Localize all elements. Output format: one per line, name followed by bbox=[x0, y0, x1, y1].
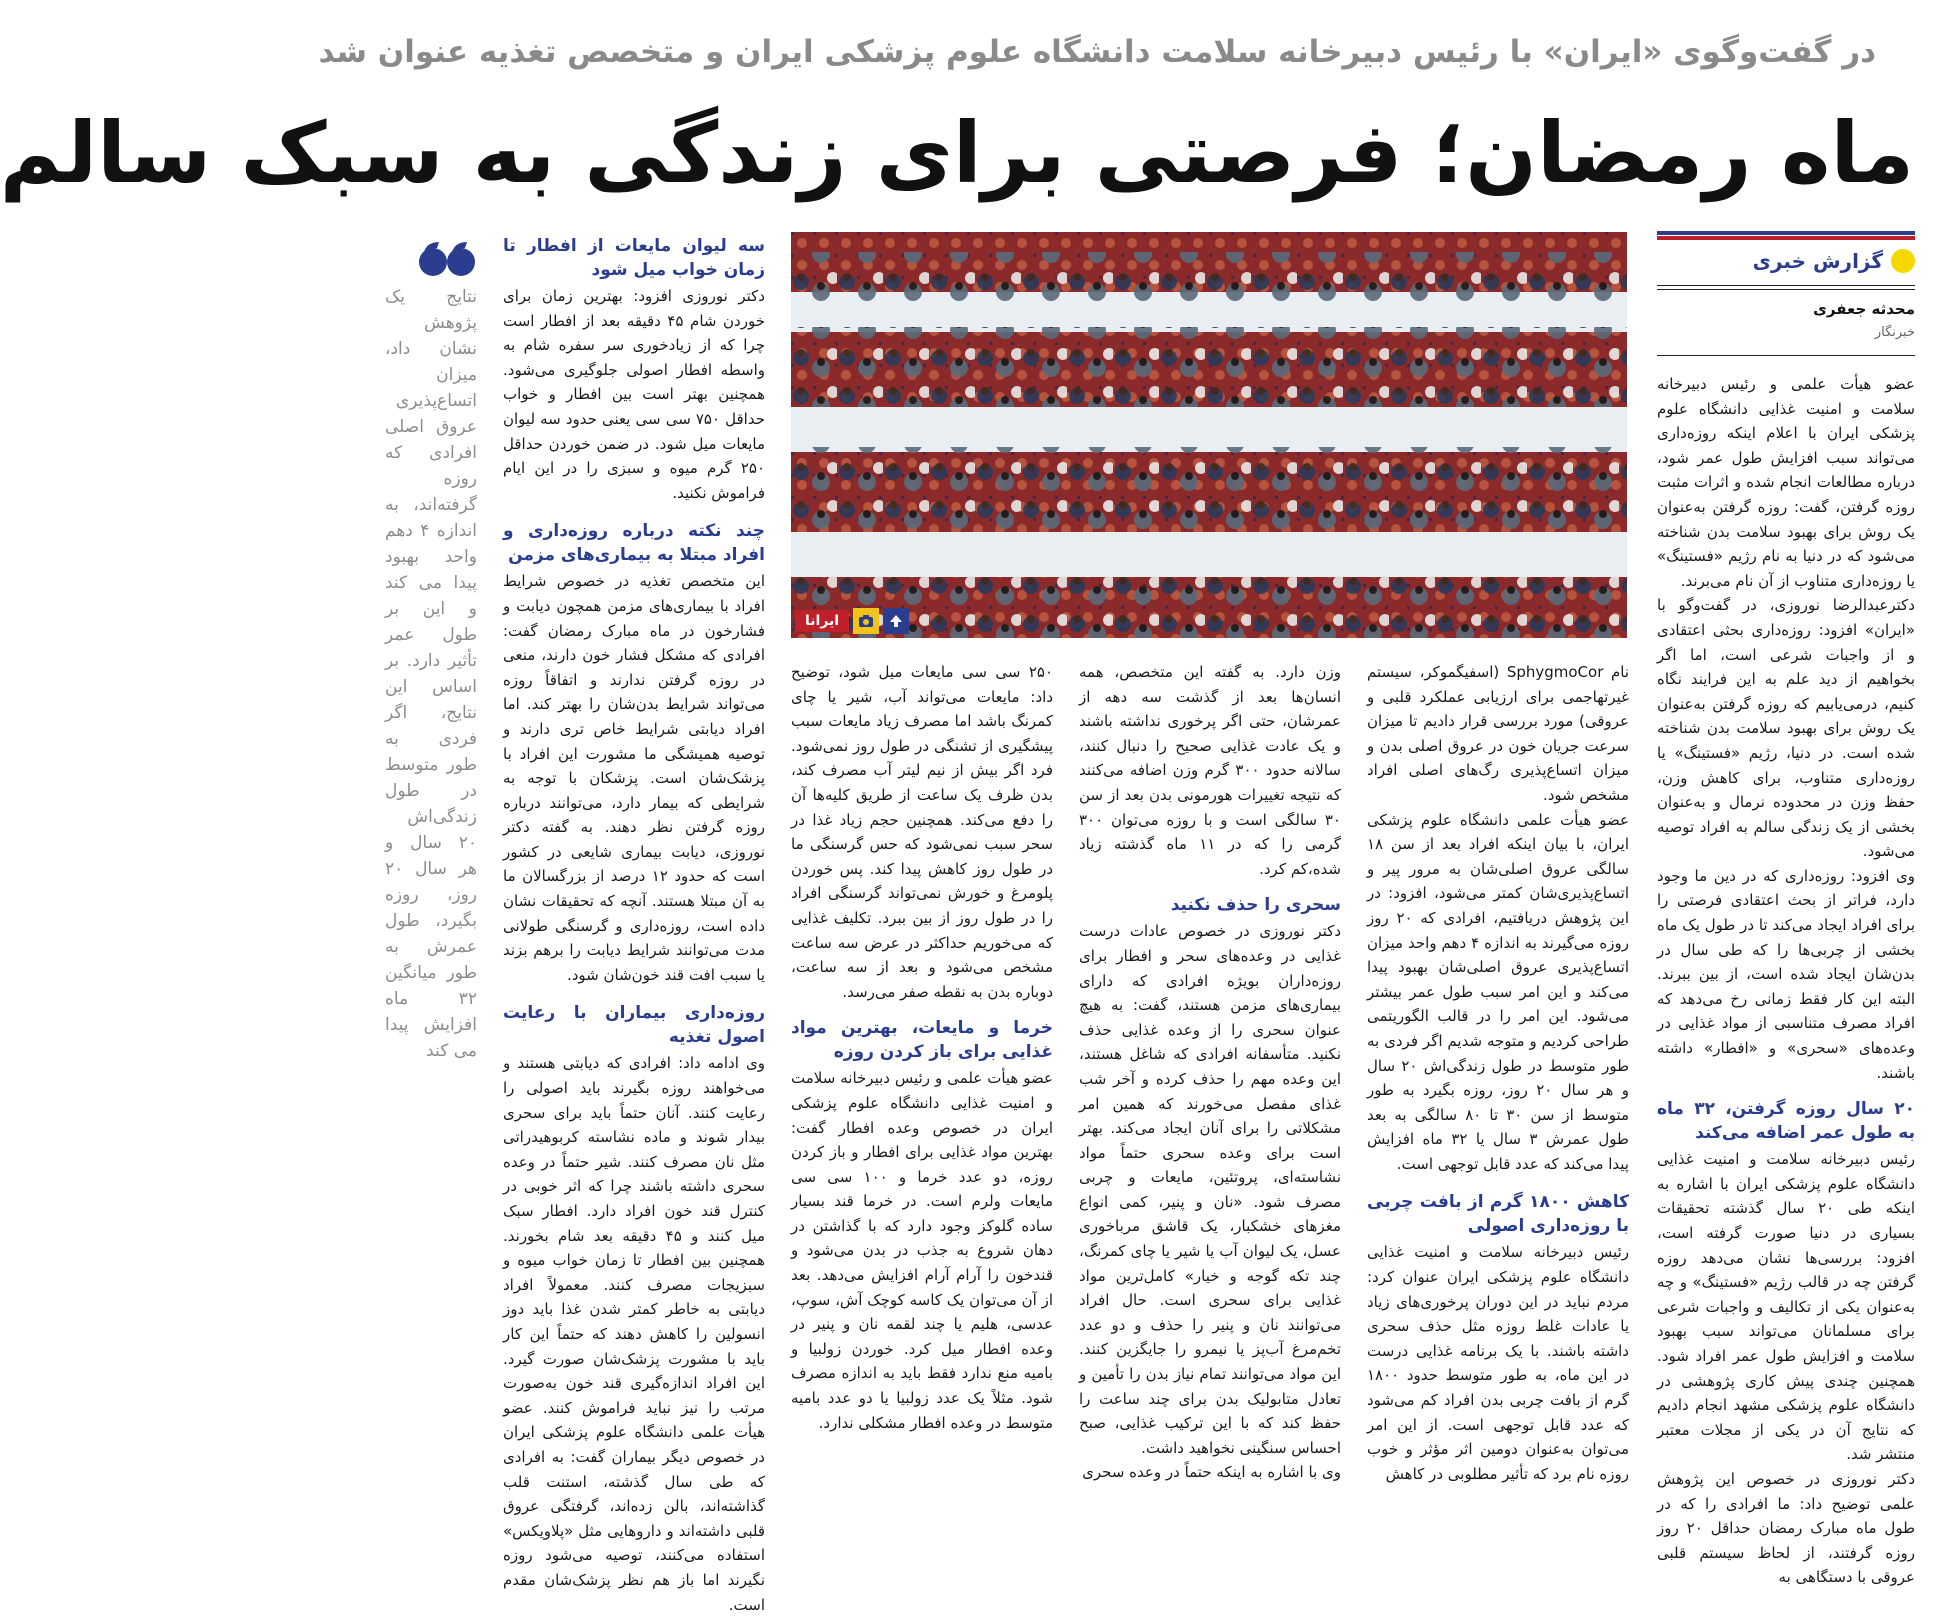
subheading: خرما و مایعات، بهترین مواد غذایی برای باز کردن روزه bbox=[791, 1018, 1053, 1063]
paragraph: وی با اشاره به اینکه حتماً در وعده سحری bbox=[1082, 1463, 1341, 1482]
section-badge bbox=[1657, 246, 1915, 276]
article-column-3 bbox=[1079, 660, 1342, 1482]
camera-icon bbox=[853, 608, 879, 634]
quote-mark-icon bbox=[415, 238, 479, 278]
paragraph: این متخصص تغذیه در خصوص شرایط افراد با بیماری‌های مزمن همچون دیابت و فشارخون در ماه مبارک رمضان گفت: افرادی که مشکل فشار خون دارند، منعی در روزه گرفتن ندارند و اتفاقاً روزه می‌تواند شرایط بدن‌شان را بهتر کند. اما افراد دیابتی شرایط خاص تری دارند و توصیه همیشگی ما مشورت این افراد با پزشک‌شان است. پزشکان با توجه به شرایطی که بیمار دارد، می‌توانند درباره روزه گرفتن نظر دهند. به گفته دکتر نوروزی، دیابت بیماری شایعی در کشور است که حدود ۱۲ درصد از بزرگسالان ما به آن مبتلا هستند. آنچه که تحقیقات نشان داده است، روزه‌داری و گرسنگی طولانی مدت می‌توانند شرایط دیابت را برهم بزند یا سبب افت قند خون‌شان شود. bbox=[503, 572, 765, 984]
paragraph: رئیس دبیرخانه سلامت و امنیت غذایی دانشگاه علوم پزشکی ایران با اشاره به اینکه طی ۲۰ سال گذشته تحقیقات بسیاری در دنیا صورت گرفته است، افزود: بررسی‌ها نشان می‌دهد روزه گرفتن چه در قالب رژیم «فستینگ» و چه به‌عنوان یکی از تکالیف و واجبات شرعی برای مسلمانان می‌تواند سبب بهبود سلامت و افزایش طول عمر افراد شود. همچنین چندی پیش کاری پژوهشی در دانشگاه علوم پزشکی مشهد انجام دادیم که نتایج آن در یکی از مجلات معتبر منتشر شد. bbox=[1657, 1150, 1916, 1464]
headline: ماه رمضان؛ فرصتی برای زندگی به سبک سالم bbox=[0, 104, 1914, 202]
paragraph: عضو هیأت علمی دانشگاه علوم پزشکی ایران، با بیان اینکه افراد بعد از سن ۱۸ سالگی عروق اصلی‌شان به مرور پیر و اتساع‌پذیری‌شان کمتر می‌شود، افزود: در این پژوهش دریافتیم، افرادی که ۲۰ روز روزه می‌گیرند به اندازه ۴ دهم واحد میزان اتساع‌پذیری عروق اصلی‌شان بهبود پیدا می‌کند و این امر سبب طول عمر بیشتر می‌شود. این امر را در قالب الگوریتمی طراحی کردیم و متوجه شدیم اگر فردی به طور متوسط در طول زندگی‌اش ۲۰ سال و هر سال ۲۰ روز، روزه بگیرد به طور متوسط از سن ۳۰ تا ۸۰ سالگی به بعد طول عمرش ۳ سال یا ۳۲ ماه افزایش پیدا می‌کند که عدد قابل توجهی است. bbox=[1367, 810, 1630, 1173]
article-column-4 bbox=[791, 660, 1053, 1432]
paragraph: وی افزود: روزه‌داری که در دین ما وجود دارد، فراتر از بحث اعتقادی فرصتی را برای افراد ایجاد می‌کند تا در طول یک ماه بخشی از چربی‌ها را که طی سال در بدن‌شان ایجاد شده است، از بین ببرند. البته این کار فقط زمانی رخ می‌دهد که افراد مصرف متناسبی از مواد غذایی در وعده‌های «سحری» و «افطار» داشته باشند. bbox=[1657, 866, 1915, 1082]
article-photo bbox=[791, 232, 1627, 638]
photo-credit: ایرانا bbox=[795, 610, 849, 632]
paragraph: عضو هیأت علمی و رئیس دبیرخانه سلامت و امنیت غذایی دانشگاه علوم پزشکی ایران با اعلام اینکه روزه‌داری می‌تواند سبب افزایش طول عمر شود، درباره مطالعات انجام شده و اثرات مثبت روزه گرفتن، گفت: روزه گرفتن به‌عنوان یک روش برای بهبود سلامت بدن شناخته می‌شود که در دنیا به نام رژیم «فستینگ» یا روزه‌داری متناوب از آن نام می‌برند. bbox=[1657, 375, 1915, 590]
subheading: سحری را حذف نکنید bbox=[1170, 895, 1341, 916]
article-column-1 bbox=[1657, 372, 1916, 1587]
subheading: چند نکته درباره روزه‌داری و افراد مبتلا به بیماری‌های مزمن bbox=[503, 521, 765, 566]
paragraph: رئیس دبیرخانه سلامت و امنیت غذایی دانشگاه علوم پزشکی ایران عنوان کرد: مردم نباید در این دوران پرخوری‌های زیاد یا عادات غلط روزه مثل حذف سحری داشته باشند. با یک برنامه غذایی درست در این ماه، به طور متوسط حدود ۱۸۰۰ گرم از بافت چربی بدن افراد کم می‌شود که عدد قابل توجهی است. از این امر می‌توان به‌عنوان دومین اثر مؤثر و خوب روزه نام برد که تأثیر مطلوبی در کاهش bbox=[1367, 1243, 1629, 1483]
article-column-2 bbox=[1367, 660, 1630, 1483]
paragraph: عضو هیأت علمی و رئیس دبیرخانه سلامت و امنیت غذایی دانشگاه علوم پزشکی ایران در خصوص وعده افطار گفت: بهترین مواد غذایی برای افطار و باز کردن روزه، دو عدد خرما و ۱۰۰ سی سی مایعات ولرم است. در خرما قند بسیار ساده گلوکز وجود دارد که با گذاشتن در دهان شروع به جذب در بدن می‌شود و قندخون را آرام آرام افزایش می‌دهد. بعد از آن می‌توان یک کاسه کوچک آش، سوپ، عدسی، هلیم یا چند لقمه نان و پنیر در وعده افطار میل کرد. خوردن زولبیا و بامیه منع ندارد فقط باید به اندازه مصرف شود. مثلاً یک عدد زولبیا یا دو عدد بامیه متوسط در وعده افطار مشکلی ندارد. bbox=[791, 1069, 1053, 1432]
iftar-crowd-photo bbox=[791, 232, 1627, 638]
author-name: محدثه جعفری bbox=[1813, 300, 1915, 318]
photo-credit-bar bbox=[795, 608, 909, 634]
arrow-up-icon bbox=[883, 608, 909, 634]
divider bbox=[1657, 289, 1915, 290]
paragraph: دکتر نوروزی در خصوص عادات درست غذایی در وعده‌های سحر و افطار برای روزه‌داران بویژه افرادی که دارای بیماری‌های مزمن هستند، گفت: به هیچ عنوان سحری را از وعده غذایی حذف نکنید. متأسفانه افرادی که شاغل هستند، این وعده مهم را حذف کرده و آخر شب غذای مفصل می‌خورند که همین امر مشکلاتی را برای آنان ایجاد می‌کند. بهتر است برای وعده سحری حتماً مواد نشاسته‌ای، پروتئین، مایعات و چربی مصرف شود. «نان و پنیر، کمی انواع مغزهای خشکبار، یک قاشق مرباخوری عسل، یک لیوان آب یا شیر یا چای کمرنگ، چند تکه گوجه و خیار» کامل‌ترین مواد غذایی برای سحری است. حال افراد می‌توانند نان و پنیر را حذف و دو عدد تخم‌مرغ آب‌پز یا نیمرو را جایگزین کنند. این مواد می‌توانند تمام نیاز بدن را تأمین و تعادل متابولیک بدن برای چند ساعت را حفظ کند که با این ترکیب غذایی، صبح احساس سنگینی نخواهید داشت. bbox=[1079, 922, 1341, 1457]
divider bbox=[1657, 285, 1915, 286]
paragraph: وزن دارد. به گفته این متخصص، همه انسان‌ها بعد از گذشت سه دهه از عمرشان، حتی اگر پرخوری نداشته باشند و یک عادت غذایی صحیح را دنبال کنند، سالانه حدود ۳۰۰ گرم وزن اضافه می‌کنند که نتیجه تغییرات هورمونی بدن بعد از سن ۳۰ سالگی است و با روزه می‌توان ۳۰۰ گرمی را که در ۱۱ ماه گذشته زیاد شده،کم کرد. bbox=[1079, 663, 1342, 878]
flag-stripe-blue bbox=[1657, 231, 1915, 235]
subheading: سه لیوان مایعات از افطار تا زمان خواب میل شود bbox=[503, 236, 765, 280]
subheading: ۲۰ سال روزه گرفتن، ۳۲ ماه به طول عمر اضافه می‌کند bbox=[1657, 1099, 1915, 1144]
yellow-dot-icon bbox=[1891, 249, 1915, 273]
article-column-5 bbox=[503, 234, 765, 1614]
paragraph: دکتر نوروزی در خصوص این پژوهش علمی توضیح داد: ما افرادی را که در طول ماه مبارک رمضان حداقل ۲۰ روز روزه گرفتند، از لحاظ سیستم قلبی عروقی با دستگاهی به bbox=[1657, 1469, 1916, 1587]
paragraph: ۲۵۰ سی سی مایعات میل شود، توضیح داد: مایعات می‌تواند آب، شیر یا چای کمرنگ باشد اما مصرف زیاد مایعات سبب پیشگیری از تشنگی در طول روز نمی‌شود. فرد اگر بیش از نیم لیتر آب مصرف کند، بدن ظرف یک ساعت از طریق کلیه‌ها آن را دفع می‌کند. همچنین حجم زیاد غذا در سحر سبب نمی‌شود که حس گرسنگی ما در طول روز کاهش پیدا کند. پس خوردن پلومرغ و خورش نمی‌تواند گرسنگی افراد را در طول روز از بین ببرد. تکلیف غذایی که می‌خوریم حداکثر در عرض سه ساعت مشخص می‌شود و بعد از سه ساعت، دوباره بدن به نقطه صفر می‌رسد. bbox=[791, 663, 1053, 1001]
subheading: روزه‌داری بیماران با رعایت اصول تغذیه bbox=[503, 1003, 765, 1048]
divider bbox=[1657, 355, 1915, 356]
section-badge-label: گزارش خبری bbox=[1752, 249, 1883, 273]
paragraph: دکتر نوروزی افزود: بهترین زمان برای خوردن شام ۴۵ دقیقه بعد از افطار است چرا که از زیادخوری سر سفره شام به واسطه افطار اصولی جلوگیری می‌شود. همچنین بهتر است بین افطار و خواب حداقل ۷۵۰ سی سی یعنی حدود سه لیوان مایعات میل شود. در ضمن خوردن حداقل ۲۵۰ گرم میوه و سبزی را در این ایام فراموش نکنید. bbox=[503, 287, 765, 502]
paragraph: دکترعبدالرضا نوروزی، در گفت‌وگو با «ایران» افزود: روزه‌داری بحثی اعتقادی و از واجبات شرعی است، اما اگر بخواهیم از دید علم به این فرایند نگاه کنیم، درمی‌یابیم که روزه گرفتن به‌عنوان یک روش برای بهبود سلامت بدن شناخته شده است. در دنیا، رژیم «فستینگ» یا روزه‌داری متناوب، برای کاهش وزن، حفظ وزن در محدوده نرمال و به‌عنوان بخشی از یک زندگی سالم به افراد توصیه می‌شود. bbox=[1657, 596, 1915, 861]
paragraph: وی ادامه داد: افرادی که دیابتی هستند و می‌خواهند روزه بگیرند باید اصولی را رعایت کنند. آنان حتماً باید برای سحری بیدار شوند و ماده نشاسته کربوهیدراتی مثل نان مصرف کنند. شیر حتماً در وعده سحری داشته باشند چرا که اثر خوبی در کنترل قند خون افراد دارد. افطار سبک میل کنند و ۴۵ دقیقه بعد شام بخورند. همچنین بین افطار تا زمان خواب میوه و سبزیجات مصرف کنند. معمولاً افراد دیابتی به خاطر کمتر شدن غذا باید دوز انسولین را کاهش دهند که حتماً این کار باید با مشورت پزشک‌شان صورت گیرد. این افراد اندازه‌گیری قند خون به‌صورت مرتب را نیز نباید فراموش کنند. عضو هیأت علمی دانشگاه علوم پزشکی ایران در خصوص دیگر بیماران گفت: به افرادی که طی سال گذشته، استنت قلب گذاشته‌اند، بالن زده‌اند، گرفتگی عروق قلبی داشته‌اند و داروهایی مثل «پلاویکس» استفاده می‌کنند، توصیه می‌شود روزه نگیرند اما باز هم نظر پزشک‌شان مقدم است. bbox=[503, 1054, 765, 1614]
kicker: در گفت‌وگوی «ایران» با رئیس دبیرخانه سلامت دانشگاه علوم پزشکی ایران و متخصص تغذیه عنوان شد bbox=[318, 34, 1876, 70]
paragraph: نام SphygmoCor (اسفیگموکر، سیستم غیرتهاجمی برای ارزیابی عملکرد قلبی و عروقی) مورد بررسی قرار دادیم تا میزان سرعت جریان خون در عروق اصلی بدن و میزان اتساع‌پذیری رگ‌های اصلی افراد مشخص شود. bbox=[1367, 663, 1629, 804]
subheading: کاهش ۱۸۰۰ گرم از بافت چربی با روزه‌داری اصولی bbox=[1367, 1192, 1629, 1237]
author-role: خبرنگار bbox=[1874, 325, 1915, 340]
flag-stripe-red bbox=[1657, 236, 1915, 240]
pull-quote: نتایج یک پژوهش نشان داد، میزان اتساع‌پذیری عروق اصلی افرادی که روزه گرفته‌اند، به اندازه ۴ دهم واحد بهبود پیدا می کند و این بر طول عمر تأثیر دارد. بر اساس این نتایج، اگر فردی به طور متوسط در طول زندگی‌اش ۲۰ سال و هر سال ۲۰ روز، روزه بگیرد، طول عمرش به طور میانگین ۳۲ ماه افزایش پیدا می کند bbox=[385, 287, 477, 1061]
